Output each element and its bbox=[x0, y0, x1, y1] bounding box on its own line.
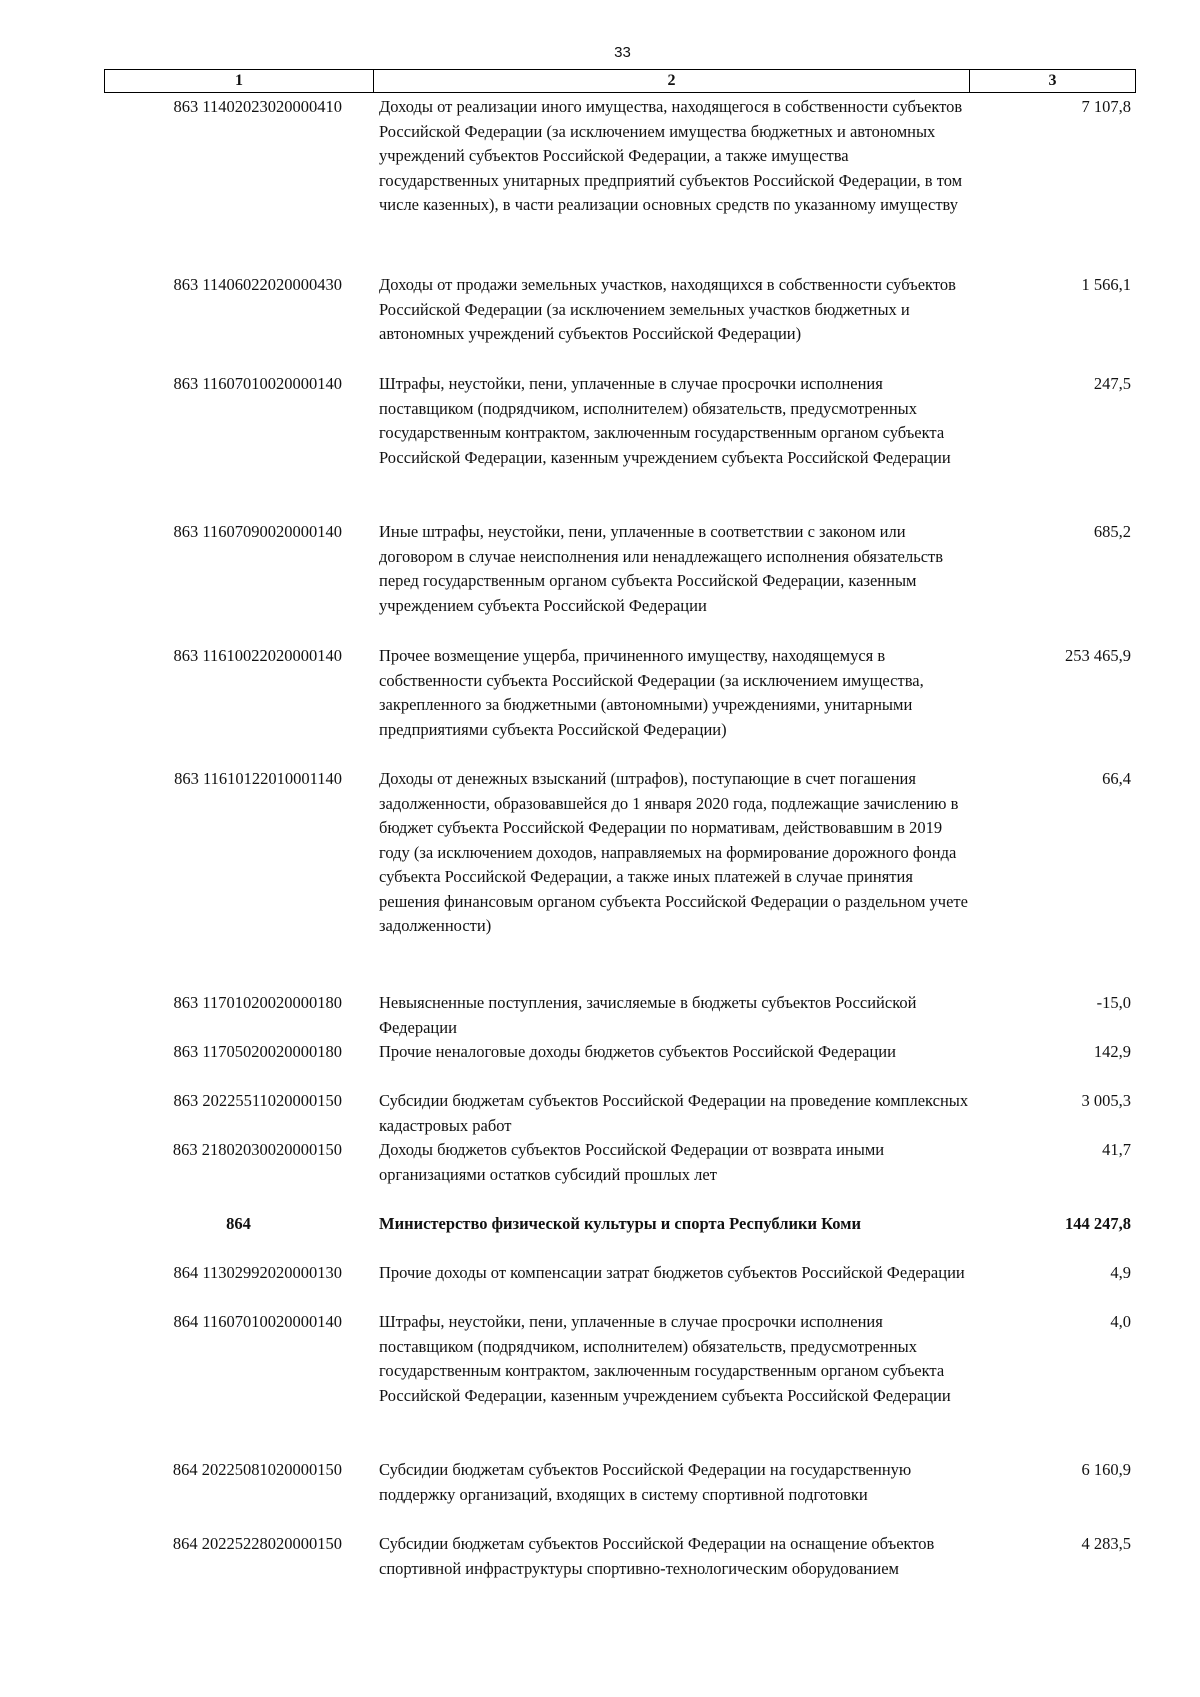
row-description: Доходы бюджетов субъектов Российской Федерации от возврата иными организациями остатков субсидий прошлых лет bbox=[379, 1140, 885, 1184]
row-code: 864 11302992020000130 bbox=[173, 1263, 342, 1282]
row-code: 863 11607010020000140 bbox=[173, 374, 342, 393]
row-amount: 41,7 bbox=[1102, 1140, 1131, 1159]
page-number: 33 bbox=[614, 44, 631, 61]
table-row bbox=[104, 1040, 1135, 1089]
row-amount: 3 005,3 bbox=[1081, 1091, 1131, 1110]
row-amount: 253 465,9 bbox=[1065, 646, 1131, 665]
row-code: 863 11705020020000180 bbox=[173, 1042, 342, 1061]
table-row bbox=[104, 1310, 1135, 1458]
row-amount: -15,0 bbox=[1096, 993, 1131, 1012]
row-amount: 142,9 bbox=[1093, 1042, 1131, 1061]
section-row bbox=[104, 1212, 1135, 1261]
table-row bbox=[104, 1138, 1135, 1212]
row-code: 864 20225081020000150 bbox=[172, 1460, 342, 1479]
header-col-1: 1 bbox=[105, 70, 374, 93]
row-code: 863 11610022020000140 bbox=[173, 646, 342, 665]
table-row bbox=[104, 95, 1135, 273]
row-code: 864 20225228020000150 bbox=[172, 1534, 342, 1553]
table-row bbox=[104, 520, 1135, 644]
row-code: 864 11607010020000140 bbox=[173, 1312, 342, 1331]
table-row bbox=[104, 372, 1135, 520]
row-amount: 66,4 bbox=[1102, 769, 1131, 788]
row-description: Штрафы, неустойки, пени, уплаченные в случае просрочки исполнения поставщиком (подрядчиком, исполнителем) обязательств, предусмотренных государственным контрактом, заключенным государственным органом субъекта Российской Федерации, казенным учреждением субъекта Российской Федерации bbox=[379, 1312, 951, 1405]
table-row bbox=[104, 1532, 1135, 1606]
table-row bbox=[104, 644, 1135, 767]
table-row bbox=[104, 1261, 1135, 1310]
row-description: Субсидии бюджетам субъектов Российской Федерации на оснащение объектов спортивной инфраструктуры спортивно-технологическим оборудованием bbox=[379, 1534, 935, 1578]
row-code: 863 11610122010001140 bbox=[174, 769, 342, 788]
row-code: 863 11701020020000180 bbox=[173, 993, 342, 1012]
row-description: Доходы от продажи земельных участков, находящихся в собственности субъектов Российской Федерации (за исключением земельных участков бюджетных и автономных учреждений субъектов Российской Федерации) bbox=[379, 275, 956, 343]
header-col-3: 3 bbox=[970, 70, 1136, 93]
table-row bbox=[104, 1089, 1135, 1138]
row-amount: 4 283,5 bbox=[1081, 1534, 1131, 1553]
row-description: Субсидии бюджетам субъектов Российской Федерации на проведение комплексных кадастровых работ bbox=[379, 1091, 969, 1135]
row-amount: 685,2 bbox=[1093, 522, 1131, 541]
table-row bbox=[104, 1458, 1135, 1532]
row-code: 863 21802030020000150 bbox=[172, 1140, 342, 1159]
table-row bbox=[104, 767, 1135, 991]
row-description: Прочие неналоговые доходы бюджетов субъектов Российской Федерации bbox=[379, 1042, 896, 1061]
row-description: Субсидии бюджетам субъектов Российской Федерации на государственную поддержку организаций, входящих в систему спортивной подготовки bbox=[379, 1460, 912, 1504]
table-row bbox=[104, 991, 1135, 1040]
row-code: 863 11406022020000430 bbox=[173, 275, 342, 294]
row-description: Прочие доходы от компенсации затрат бюджетов субъектов Российской Федерации bbox=[379, 1263, 965, 1282]
row-amount: 1 566,1 bbox=[1081, 275, 1131, 294]
table-row bbox=[104, 273, 1135, 372]
row-code: 863 11607090020000140 bbox=[173, 522, 342, 541]
row-amount: 7 107,8 bbox=[1081, 97, 1131, 116]
row-description: Прочее возмещение ущерба, причиненного имуществу, находящемуся в собственности субъекта Российской Федерации (за исключением имущества, закрепленного за бюджетными (автономными) учреждениями, унитарными предприятиями субъекта Российской Федерации) bbox=[379, 646, 924, 739]
row-description: Штрафы, неустойки, пени, уплаченные в случае просрочки исполнения поставщиком (подрядчиком, исполнителем) обязательств, предусмотренных государственным контрактом, заключенным государственным органом субъекта Российской Федерации, казенным учреждением субъекта Российской Федерации bbox=[379, 374, 951, 467]
row-description: Невыясненные поступления, зачисляемые в бюджеты субъектов Российской Федерации bbox=[379, 993, 917, 1037]
row-amount: 6 160,9 bbox=[1081, 1460, 1131, 1479]
section-code: 864 bbox=[226, 1214, 251, 1233]
row-description: Доходы от денежных взысканий (штрафов), поступающие в счет погашения задолженности, образовавшейся до 1 января 2020 года, подлежащие зачислению в бюджет субъекта Российской Федерации по нормативам, действовавшим в 2019 году (за исключением доходов, направляемых на формирование дорожного фонда субъекта Российской Федерации, а также иных платежей в случае принятия решения финансовым органом субъекта Российской Федерации о раздельном учете задолженности) bbox=[379, 769, 968, 935]
row-amount: 247,5 bbox=[1093, 374, 1131, 393]
section-title: Министерство физической культуры и спорта Республики Коми bbox=[379, 1214, 861, 1233]
row-amount: 4,0 bbox=[1110, 1312, 1131, 1331]
row-description: Доходы от реализации иного имущества, находящегося в собственности субъектов Российской Федерации (за исключением имущества бюджетных и автономных учреждений субъектов Российской Федерации, а также имущества государственных унитарных предприятий субъектов Российской Федерации, в том числе казенных), в части реализации основных средств по указанному имуществу bbox=[379, 97, 963, 214]
row-amount: 4,9 bbox=[1110, 1263, 1131, 1282]
row-description: Иные штрафы, неустойки, пени, уплаченные в соответствии с законом или договором в случае неисполнения или ненадлежащего исполнения обязательств перед государственным органом субъекта Российской Федерации, казенным учреждением субъекта Российской Федерации bbox=[379, 522, 944, 615]
table-header bbox=[104, 69, 1136, 93]
table-body bbox=[104, 95, 1135, 1606]
header-col-2: 2 bbox=[374, 70, 970, 93]
row-code: 863 11402023020000410 bbox=[173, 97, 342, 116]
row-code: 863 20225511020000150 bbox=[173, 1091, 342, 1110]
section-total: 144 247,8 bbox=[1065, 1214, 1131, 1233]
